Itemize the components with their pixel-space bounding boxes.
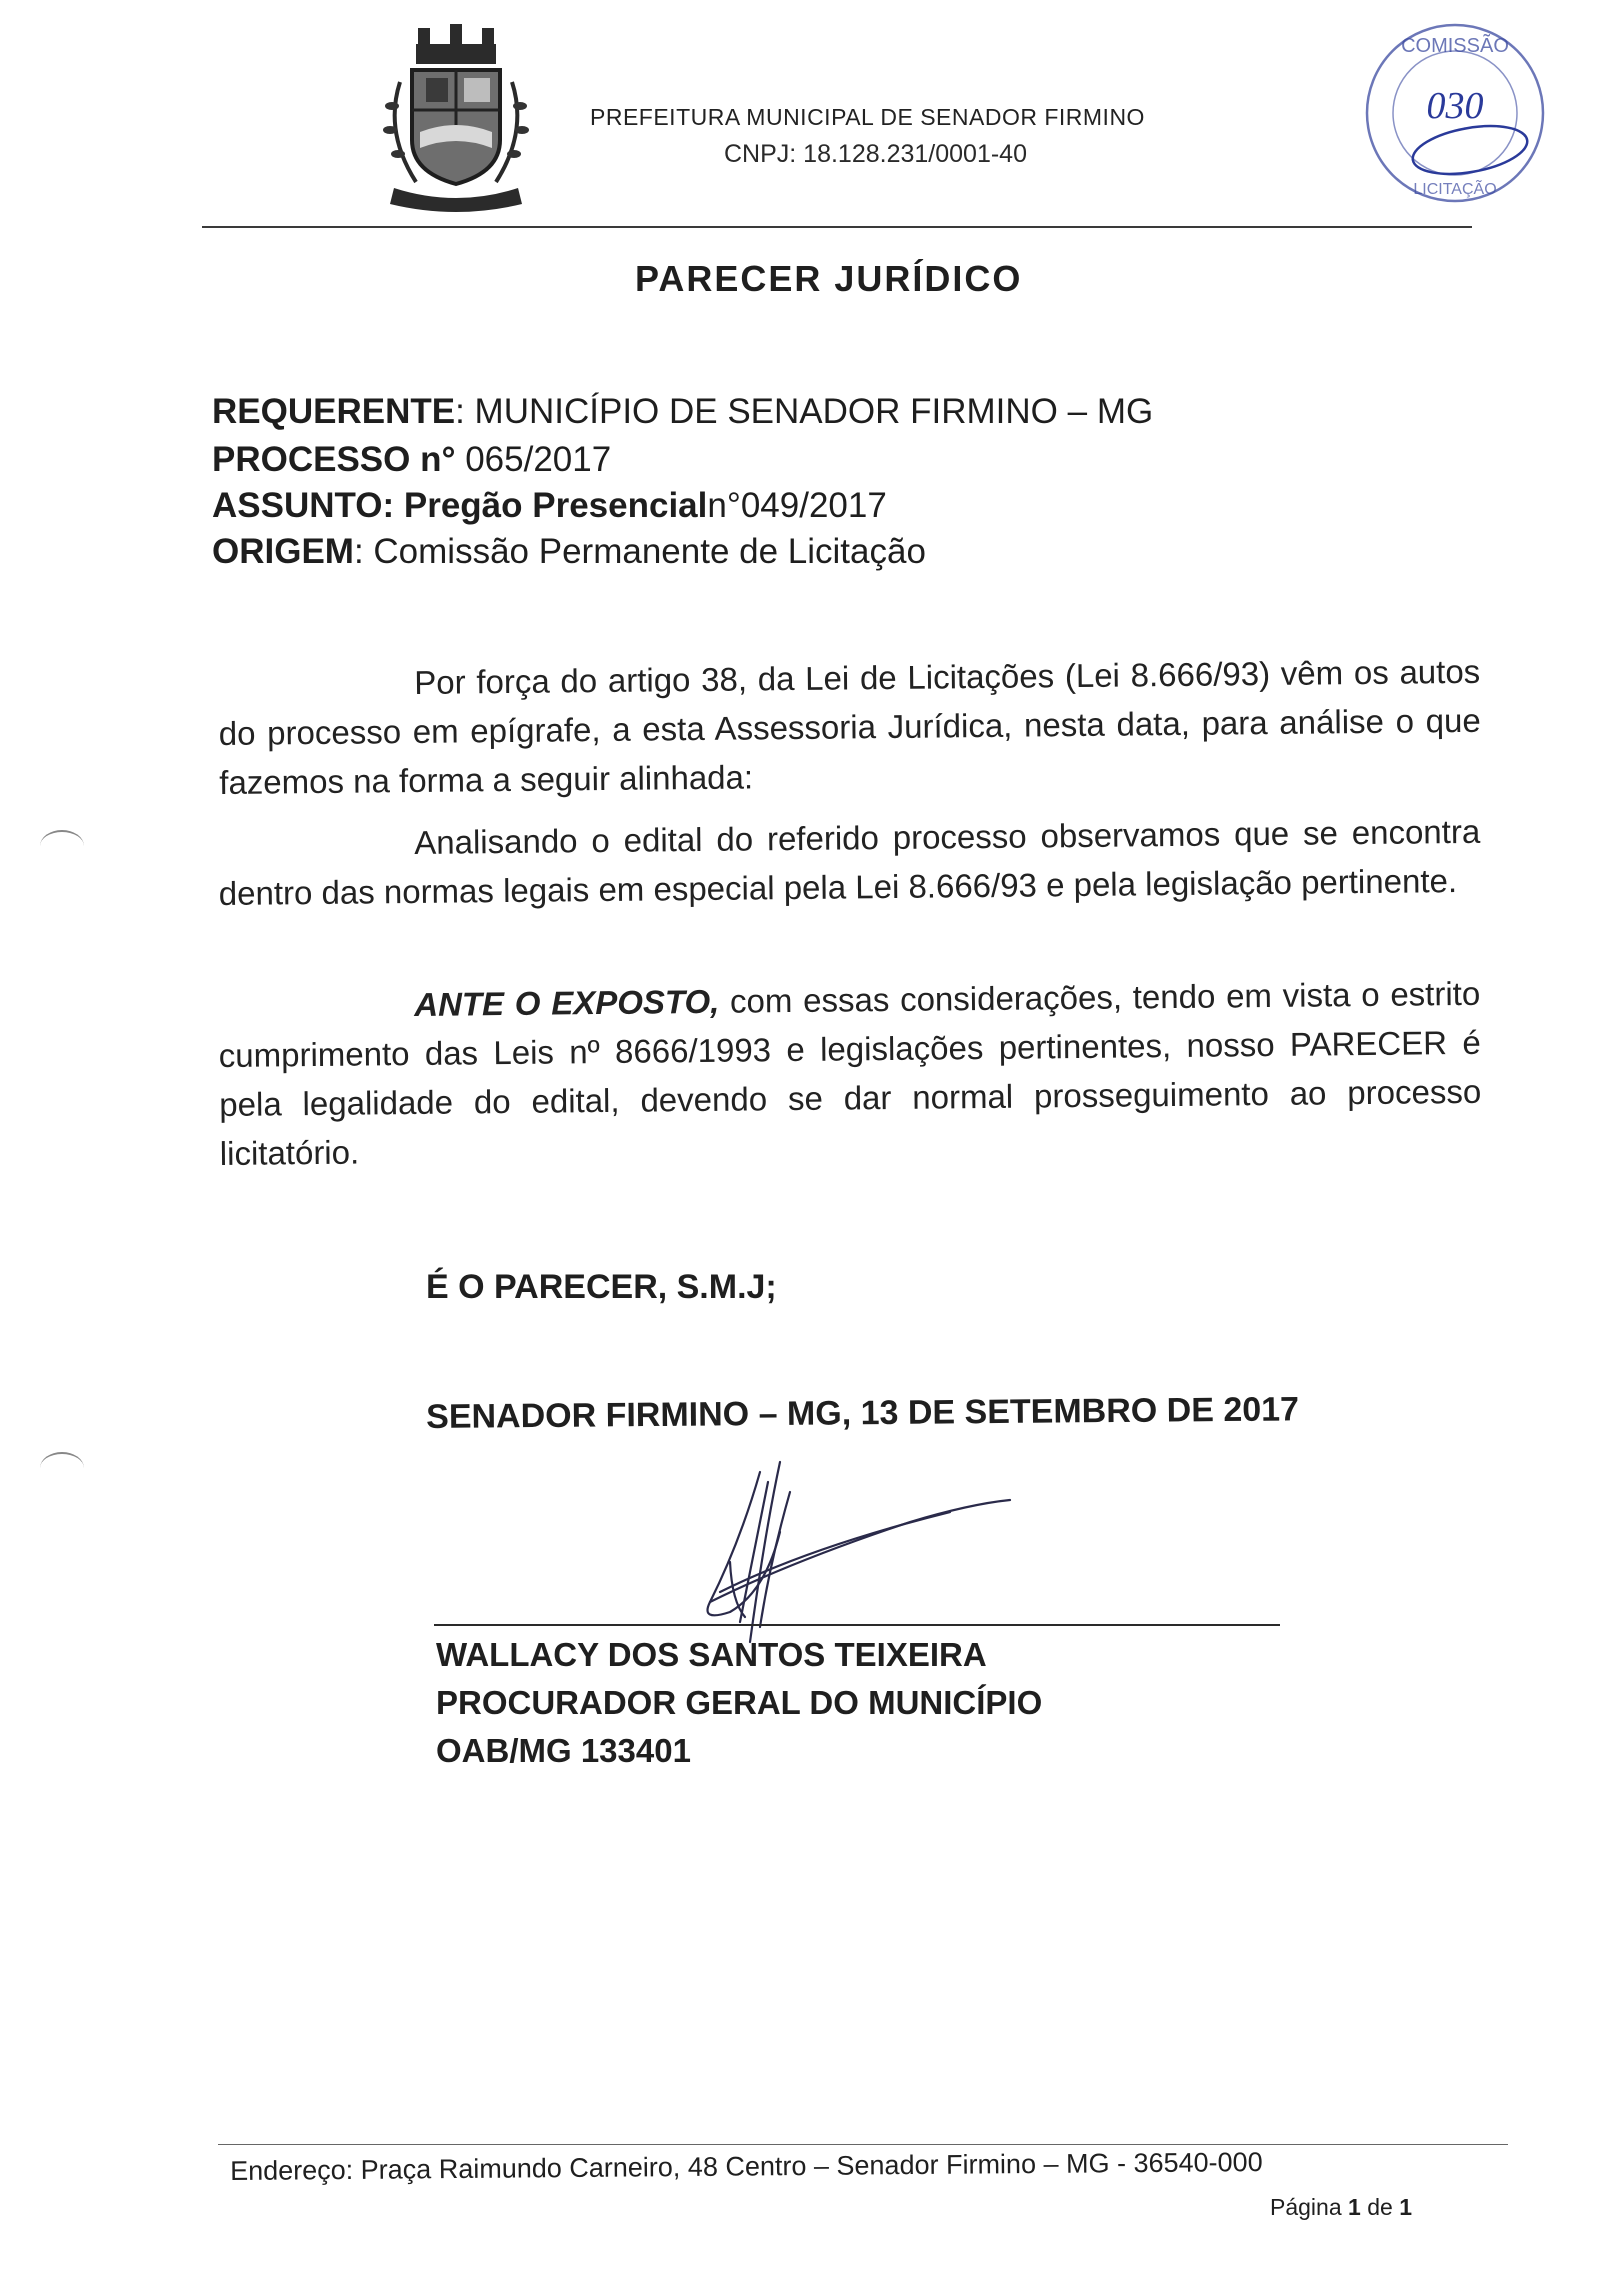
paragraph-intro: Por força do artigo 38, da Lei de Licitações (Lei 8.666/93) vêm os autos do processo em epígrafe, a esta Assessoria Jurídica, nesta data, para análise o que fazemos na forma a seguir alinhada: xyxy=(218,652,1481,801)
footer-address: Endereço: Praça Raimundo Carneiro, 48 Centro – Senador Firmino – MG - 36540-000 xyxy=(230,2146,1263,2186)
stamp-text-bottom: LICITAÇÃO xyxy=(1413,181,1497,198)
handwritten-signature-icon xyxy=(670,1452,1030,1662)
paragraph-conclusion xyxy=(218,969,1482,1178)
signer-oab: OAB/MG 133401 xyxy=(436,1732,691,1769)
page-separator: de xyxy=(1367,2194,1393,2220)
origem-label: ORIGEM xyxy=(212,532,354,571)
header-divider xyxy=(202,226,1472,228)
page-number: 1 xyxy=(1348,2194,1361,2220)
conclusion-text: com essas considerações, tendo em vista o estrito cumprimento das Leis nº 8666/1993 e legislações pertinentes, nosso PARECER é pela legalidade do edital, devendo se dar normal prosseguimento ao processo licitatório. xyxy=(218,974,1482,1172)
conclusion-lead: ANTE O EXPOSTO, xyxy=(414,982,720,1023)
signature-line xyxy=(434,1624,1280,1626)
page-prefix: Página xyxy=(1270,2194,1342,2220)
paragraph-analysis: Analisando o edital do referido processo observamos que se encontra dentro das normas legais em especial pela Lei 8.666/93 e pela legislação pertinente. xyxy=(218,812,1481,912)
municipal-coat-of-arms-icon xyxy=(376,22,536,212)
processo-value: 065/2017 xyxy=(465,440,612,479)
requerente-line: REQUERENTE: MUNICÍPIO DE SENADOR FIRMINO – MG xyxy=(212,392,1154,431)
assunto-label: ASSUNTO: Pregão Presencial xyxy=(212,486,708,525)
assunto-line xyxy=(212,486,887,526)
signer-role: PROCURADOR GERAL DO MUNICÍPIO xyxy=(436,1684,1043,1721)
requerente-value: MUNICÍPIO DE SENADOR FIRMINO – MG xyxy=(474,392,1154,431)
page-indicator xyxy=(1270,2194,1412,2221)
document-title: PARECER JURÍDICO xyxy=(635,258,1023,299)
scan-mark xyxy=(40,830,84,862)
origem-value: Comissão Permanente de Licitação xyxy=(373,532,926,571)
scan-mark xyxy=(40,1452,84,1484)
origem-line: ORIGEM: Comissão Permanente de Licitação xyxy=(212,532,926,571)
requerente-label: REQUERENTE xyxy=(212,392,456,431)
organization-cnpj: CNPJ: 18.128.231/0001-40 xyxy=(724,140,1027,168)
assunto-value: n°049/2017 xyxy=(707,486,887,525)
organization-name: PREFEITURA MUNICIPAL DE SENADOR FIRMINO xyxy=(590,104,1145,130)
commission-stamp-icon xyxy=(1360,18,1550,208)
processo-line xyxy=(212,440,611,480)
stamp-text-top: COMISSÃO xyxy=(1401,35,1509,57)
page-total: 1 xyxy=(1399,2194,1412,2220)
stamp-number: 030 xyxy=(1426,85,1484,127)
footer-divider xyxy=(218,2144,1508,2145)
dateline: SENADOR FIRMINO – MG, 13 DE SETEMBRO DE 2017 xyxy=(426,1390,1300,1436)
processo-label: PROCESSO n° xyxy=(212,440,456,479)
closing-statement: É O PARECER, S.M.J; xyxy=(426,1268,777,1306)
signer-name: WALLACY DOS SANTOS TEIXEIRA xyxy=(436,1636,987,1673)
